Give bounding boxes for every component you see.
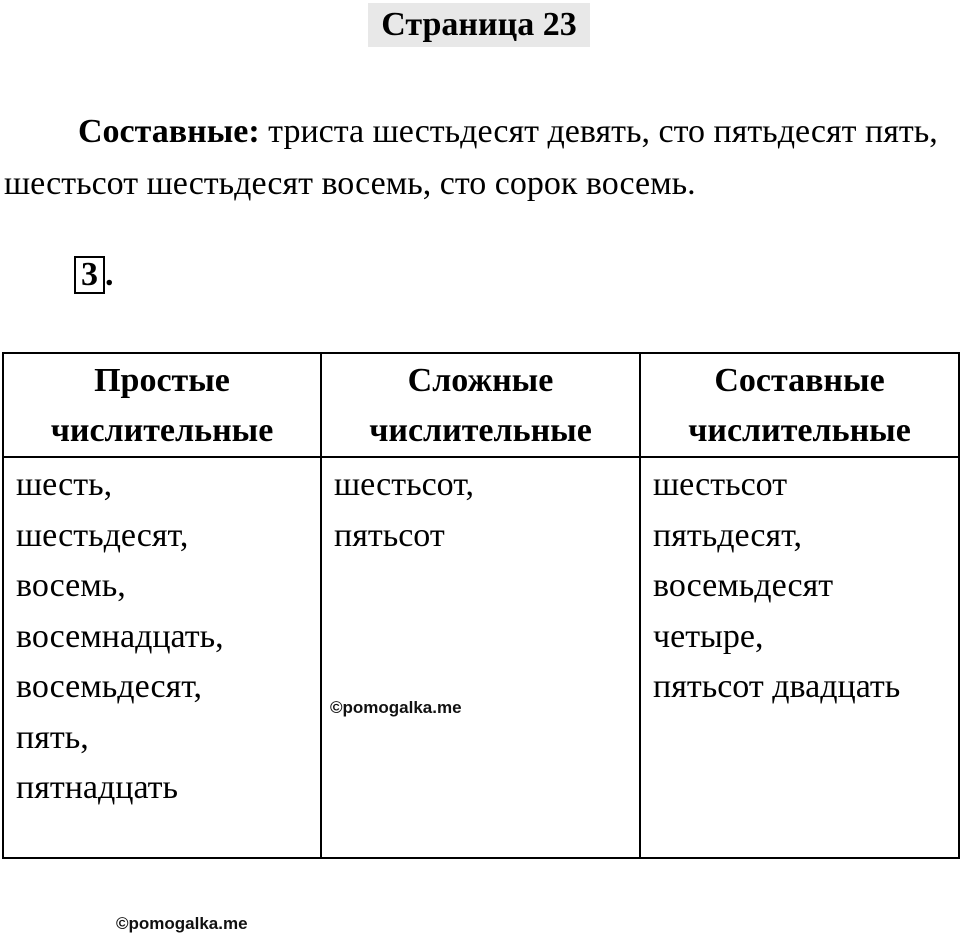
list-item: четыре, xyxy=(653,617,764,655)
list-item: шестьдесят, xyxy=(16,516,189,554)
cell-simple xyxy=(3,457,321,933)
task-number-box: 3 xyxy=(74,256,105,294)
list-item: восемьдесят, xyxy=(16,668,203,705)
table-header-row xyxy=(3,353,959,457)
task-number xyxy=(74,256,114,294)
list-item: шестьсот, xyxy=(334,466,475,503)
list-item: пятьсот двадцать xyxy=(653,668,901,705)
watermark-text: ©pomogalka.me xyxy=(330,698,462,717)
list-item: пятьдесят, xyxy=(653,516,802,554)
answer-paragraph xyxy=(4,106,956,210)
table-row xyxy=(3,457,959,858)
task-number-suffix: . xyxy=(105,256,114,293)
numerals-table xyxy=(2,352,960,933)
header-compound-line1: Составные xyxy=(714,362,885,399)
header-simple xyxy=(3,353,321,457)
header-simple-line2: числительные xyxy=(50,412,274,449)
list-item: пятьсот xyxy=(334,516,445,554)
header-simple-line1: Простые xyxy=(94,362,230,399)
list-item: пятнадцать xyxy=(16,769,179,806)
header-complex-line2: числительные xyxy=(369,412,592,449)
paragraph-text: триста шестьдесят девять, сто пятьдесят пять, шестьсот шестьдесят восемь, сто сорок восемь. xyxy=(4,113,938,202)
page-title: Страница 23 xyxy=(368,3,590,47)
list-item: восемьдесят xyxy=(653,567,834,604)
list-item: шестьсот xyxy=(653,466,788,503)
cell-complex xyxy=(321,457,640,858)
watermark-text: ©pomogalka.me xyxy=(116,914,248,933)
header-compound-line2: числительные xyxy=(688,412,911,449)
cell-compound xyxy=(640,457,959,858)
list-item: восемнадцать, xyxy=(16,617,224,655)
list-item: пять, xyxy=(16,718,89,756)
header-complex-line1: Сложные xyxy=(407,362,554,399)
paragraph-label: Составные: xyxy=(78,113,260,150)
list-item: восемь, xyxy=(16,567,126,604)
header-compound xyxy=(640,353,959,457)
header-complex xyxy=(321,353,640,457)
list-item: шесть, xyxy=(16,466,113,503)
